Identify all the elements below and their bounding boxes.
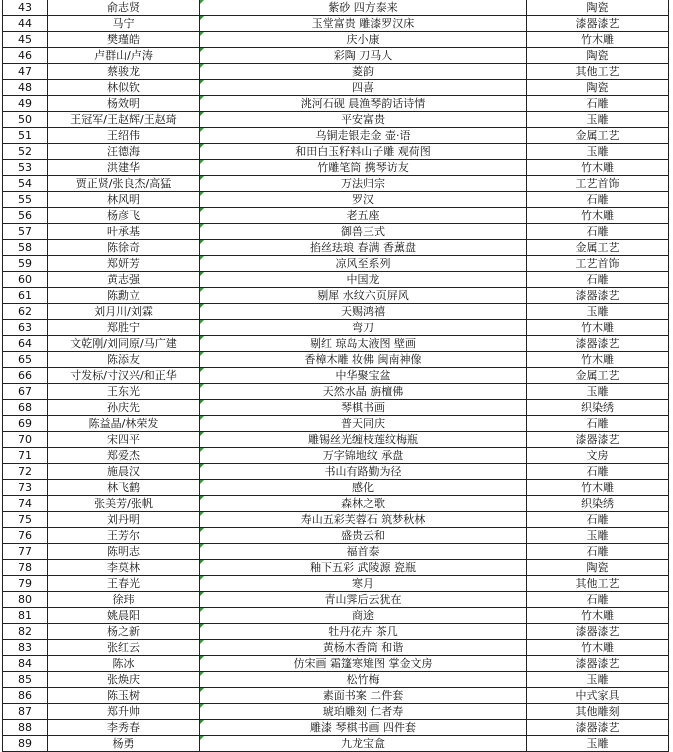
category-cell: 竹木雕 (527, 160, 669, 176)
artist-cell: 王春光 (48, 576, 200, 592)
category-cell: 陶瓷 (527, 80, 669, 96)
category-cell: 织染绣 (527, 496, 669, 512)
table-row (3, 672, 669, 688)
table-row (3, 528, 669, 544)
work-title-cell: 寿山五彩芙蓉石 筑梦秋林 (200, 512, 527, 528)
work-title-cell: 森林之歌 (200, 496, 527, 512)
category-cell: 竹木雕 (527, 352, 669, 368)
row-number-cell: 51 (3, 128, 48, 144)
artist-cell: 刘月川/刘霖 (48, 304, 200, 320)
table-row (3, 464, 669, 480)
category-cell: 漆器漆艺 (527, 336, 669, 352)
category-cell: 织染绣 (527, 400, 669, 416)
category-cell: 石雕 (527, 224, 669, 240)
table-row (3, 192, 669, 208)
table-row (3, 448, 669, 464)
row-number-cell: 84 (3, 656, 48, 672)
work-title-cell: 洮河石砚 晨渔琴韵话诗情 (200, 96, 527, 112)
table-row (3, 592, 669, 608)
row-number-cell: 63 (3, 320, 48, 336)
work-title-cell: 彩陶 刀马人 (200, 48, 527, 64)
category-cell: 竹木雕 (527, 208, 669, 224)
category-cell: 漆器漆艺 (527, 288, 669, 304)
category-cell: 金属工艺 (527, 128, 669, 144)
row-number-cell: 87 (3, 704, 48, 720)
category-cell: 竹木雕 (527, 480, 669, 496)
table-row (3, 112, 669, 128)
artist-cell: 叶承基 (48, 224, 200, 240)
table-row (3, 176, 669, 192)
category-cell: 竹木雕 (527, 320, 669, 336)
work-title-cell: 青山霁后云犹在 (200, 592, 527, 608)
table-row (3, 320, 669, 336)
work-title-cell: 黄杨木香筒 和谐 (200, 640, 527, 656)
artist-cell: 洪建华 (48, 160, 200, 176)
row-number-cell: 86 (3, 688, 48, 704)
category-cell: 石雕 (527, 96, 669, 112)
work-title-cell: 盛贵云和 (200, 528, 527, 544)
work-title-cell: 天赐鸿禧 (200, 304, 527, 320)
artist-cell: 王东光 (48, 384, 200, 400)
artist-cell: 施晨汉 (48, 464, 200, 480)
category-cell: 竹木雕 (527, 32, 669, 48)
work-title-cell: 剔犀 水纹六页屏风 (200, 288, 527, 304)
work-title-cell: 剔红 琼岛太液图 壁画 (200, 336, 527, 352)
work-title-cell: 琴棋书画 (200, 400, 527, 416)
work-title-cell: 万字锦地纹 承盘 (200, 448, 527, 464)
artist-cell: 姚晨阳 (48, 608, 200, 624)
artist-cell: 黄志强 (48, 272, 200, 288)
artist-cell: 陈添友 (48, 352, 200, 368)
row-number-cell: 53 (3, 160, 48, 176)
row-number-cell: 77 (3, 544, 48, 560)
artist-cell: 贾正贤/张良杰/高猛 (48, 176, 200, 192)
artist-cell: 俞志贤 (48, 0, 200, 16)
category-cell: 石雕 (527, 592, 669, 608)
row-number-cell: 54 (3, 176, 48, 192)
work-title-cell: 凉风至系列 (200, 256, 527, 272)
row-number-cell: 65 (3, 352, 48, 368)
artist-cell: 陈玉树 (48, 688, 200, 704)
work-title-cell: 中华聚宝盆 (200, 368, 527, 384)
row-number-cell: 48 (3, 80, 48, 96)
table-row (3, 160, 669, 176)
category-cell: 漆器漆艺 (527, 16, 669, 32)
table-row (3, 368, 669, 384)
table-row (3, 64, 669, 80)
category-cell: 石雕 (527, 272, 669, 288)
artist-cell: 马宁 (48, 16, 200, 32)
row-number-cell: 57 (3, 224, 48, 240)
table-row (3, 144, 669, 160)
table-row (3, 128, 669, 144)
table-row (3, 224, 669, 240)
artist-cell: 郑胜宁 (48, 320, 200, 336)
work-title-cell: 玉堂富贵 雕漆罗汉床 (200, 16, 527, 32)
row-number-cell: 66 (3, 368, 48, 384)
category-cell: 陶瓷 (527, 560, 669, 576)
category-cell: 石雕 (527, 512, 669, 528)
row-number-cell: 70 (3, 432, 48, 448)
table-row (3, 384, 669, 400)
artist-cell: 林似钦 (48, 80, 200, 96)
table-row (3, 560, 669, 576)
artist-cell: 李莫林 (48, 560, 200, 576)
category-cell: 石雕 (527, 416, 669, 432)
work-title-cell: 九龙宝盒 (200, 736, 527, 752)
row-number-cell: 80 (3, 592, 48, 608)
artist-cell: 林风明 (48, 192, 200, 208)
artist-cell: 张美芳/张帆 (48, 496, 200, 512)
row-number-cell: 47 (3, 64, 48, 80)
work-title-cell: 菱韵 (200, 64, 527, 80)
award-list-table (2, 0, 669, 752)
table-row (3, 336, 669, 352)
table-row (3, 48, 669, 64)
artist-cell: 林飞鹤 (48, 480, 200, 496)
work-title-cell: 普天同庆 (200, 416, 527, 432)
artist-cell: 卢群山/卢涛 (48, 48, 200, 64)
work-title-cell: 雕漆 琴棋书画 四件套 (200, 720, 527, 736)
row-number-cell: 49 (3, 96, 48, 112)
row-number-cell: 56 (3, 208, 48, 224)
artist-cell: 樊瑾皓 (48, 32, 200, 48)
artist-cell: 张红云 (48, 640, 200, 656)
work-title-cell: 万法归宗 (200, 176, 527, 192)
category-cell: 工艺首饰 (527, 176, 669, 192)
category-cell: 文房 (527, 448, 669, 464)
work-title-cell: 雕锡丝光缠枝莲纹梅瓶 (200, 432, 527, 448)
work-title-cell: 书山有路勤为径 (200, 464, 527, 480)
work-title-cell: 牡丹花卉 茶几 (200, 624, 527, 640)
work-title-cell: 感化 (200, 480, 527, 496)
category-cell: 石雕 (527, 192, 669, 208)
row-number-cell: 64 (3, 336, 48, 352)
work-title-cell: 和田白玉籽料山子雕 观荷图 (200, 144, 527, 160)
artist-cell: 文乾刚/刘同原/马广建 (48, 336, 200, 352)
row-number-cell: 69 (3, 416, 48, 432)
artist-cell: 李秀春 (48, 720, 200, 736)
artist-cell: 宋四平 (48, 432, 200, 448)
artist-cell: 王冠军/王赵辉/王赵琦 (48, 112, 200, 128)
row-number-cell: 50 (3, 112, 48, 128)
category-cell: 其他工艺 (527, 64, 669, 80)
row-number-cell: 75 (3, 512, 48, 528)
artist-cell: 刘丹明 (48, 512, 200, 528)
work-title-cell: 乌铜走银走金 壶·语 (200, 128, 527, 144)
row-number-cell: 82 (3, 624, 48, 640)
artist-cell: 蔡骏龙 (48, 64, 200, 80)
row-number-cell: 83 (3, 640, 48, 656)
row-number-cell: 67 (3, 384, 48, 400)
artist-cell: 陈徐奇 (48, 240, 200, 256)
table-body (3, 0, 669, 752)
table-row (3, 80, 669, 96)
row-number-cell: 78 (3, 560, 48, 576)
row-number-cell: 59 (3, 256, 48, 272)
row-number-cell: 46 (3, 48, 48, 64)
row-number-cell: 85 (3, 672, 48, 688)
table-row (3, 720, 669, 736)
category-cell: 漆器漆艺 (527, 624, 669, 640)
work-title-cell: 平安富贵 (200, 112, 527, 128)
artist-cell: 汪德海 (48, 144, 200, 160)
category-cell: 玉雕 (527, 144, 669, 160)
row-number-cell: 73 (3, 480, 48, 496)
category-cell: 玉雕 (527, 112, 669, 128)
category-cell: 陶瓷 (527, 0, 669, 16)
work-title-cell: 老五座 (200, 208, 527, 224)
category-cell: 石雕 (527, 464, 669, 480)
table-row (3, 608, 669, 624)
table-row (3, 16, 669, 32)
work-title-cell: 香樟木雕 妆佛 闽南神像 (200, 352, 527, 368)
table-row (3, 512, 669, 528)
table-row (3, 704, 669, 720)
table-row (3, 576, 669, 592)
table-row (3, 640, 669, 656)
category-cell: 其他雕刻 (527, 704, 669, 720)
artist-cell: 杨勇 (48, 736, 200, 752)
table-row (3, 272, 669, 288)
work-title-cell: 御兽三式 (200, 224, 527, 240)
artist-cell: 杨效明 (48, 96, 200, 112)
work-title-cell: 中国龙 (200, 272, 527, 288)
category-cell: 竹木雕 (527, 640, 669, 656)
table-row (3, 0, 669, 16)
table-row (3, 256, 669, 272)
artist-cell: 陈益晶/林荣发 (48, 416, 200, 432)
artist-cell: 王芳尔 (48, 528, 200, 544)
row-number-cell: 74 (3, 496, 48, 512)
category-cell: 金属工艺 (527, 240, 669, 256)
work-title-cell: 庆小康 (200, 32, 527, 48)
work-title-cell: 福首泰 (200, 544, 527, 560)
table-row (3, 416, 669, 432)
work-title-cell: 寒月 (200, 576, 527, 592)
row-number-cell: 89 (3, 736, 48, 752)
artist-cell: 陈冰 (48, 656, 200, 672)
row-number-cell: 68 (3, 400, 48, 416)
work-title-cell: 弯刀 (200, 320, 527, 336)
row-number-cell: 52 (3, 144, 48, 160)
work-title-cell: 四喜 (200, 80, 527, 96)
artist-cell: 徐玮 (48, 592, 200, 608)
artist-cell: 张焕庆 (48, 672, 200, 688)
row-number-cell: 79 (3, 576, 48, 592)
table-row (3, 656, 669, 672)
table-row (3, 352, 669, 368)
row-number-cell: 43 (3, 0, 48, 16)
work-title-cell: 釉下五彩 武陵源 瓷瓶 (200, 560, 527, 576)
work-title-cell: 素面书案 二件套 (200, 688, 527, 704)
category-cell: 漆器漆艺 (527, 656, 669, 672)
category-cell: 其他工艺 (527, 576, 669, 592)
artist-cell: 郑爱杰 (48, 448, 200, 464)
artist-cell: 郑升帅 (48, 704, 200, 720)
work-title-cell: 竹雕笔筒 携琴访友 (200, 160, 527, 176)
table-row (3, 432, 669, 448)
table-row (3, 496, 669, 512)
work-title-cell: 仿宋画 霜篷寒雉图 掌金文房 (200, 656, 527, 672)
category-cell: 中式家具 (527, 688, 669, 704)
table-row (3, 288, 669, 304)
row-number-cell: 60 (3, 272, 48, 288)
table-row (3, 688, 669, 704)
row-number-cell: 44 (3, 16, 48, 32)
work-title-cell: 松竹梅 (200, 672, 527, 688)
table-row (3, 96, 669, 112)
row-number-cell: 55 (3, 192, 48, 208)
row-number-cell: 62 (3, 304, 48, 320)
work-title-cell: 紫砂 四方泰来 (200, 0, 527, 16)
artist-cell: 杨彦飞 (48, 208, 200, 224)
table-row (3, 544, 669, 560)
artist-cell: 孙庆先 (48, 400, 200, 416)
artist-cell: 杨之新 (48, 624, 200, 640)
work-title-cell: 琥珀雕刻 仁者寿 (200, 704, 527, 720)
artist-cell: 郑妍芳 (48, 256, 200, 272)
work-title-cell: 掐丝珐琅 春满 香薰盘 (200, 240, 527, 256)
category-cell: 玉雕 (527, 528, 669, 544)
category-cell: 陶瓷 (527, 48, 669, 64)
category-cell: 玉雕 (527, 736, 669, 752)
category-cell: 石雕 (527, 544, 669, 560)
table-row (3, 400, 669, 416)
row-number-cell: 76 (3, 528, 48, 544)
table-row (3, 624, 669, 640)
work-title-cell: 罗汉 (200, 192, 527, 208)
row-number-cell: 72 (3, 464, 48, 480)
category-cell: 金属工艺 (527, 368, 669, 384)
artist-cell: 陈明志 (48, 544, 200, 560)
work-title-cell: 商途 (200, 608, 527, 624)
category-cell: 竹木雕 (527, 608, 669, 624)
table-row (3, 208, 669, 224)
category-cell: 漆器漆艺 (527, 432, 669, 448)
row-number-cell: 61 (3, 288, 48, 304)
category-cell: 玉雕 (527, 672, 669, 688)
category-cell: 工艺首饰 (527, 256, 669, 272)
table-row (3, 304, 669, 320)
artist-cell: 寸发标/寸汉兴/和正华 (48, 368, 200, 384)
category-cell: 玉雕 (527, 304, 669, 320)
artist-cell: 陈勳立 (48, 288, 200, 304)
work-title-cell: 天然水晶 旃檀佛 (200, 384, 527, 400)
row-number-cell: 71 (3, 448, 48, 464)
table-row (3, 480, 669, 496)
table-row (3, 240, 669, 256)
artist-cell: 王绍伟 (48, 128, 200, 144)
row-number-cell: 45 (3, 32, 48, 48)
category-cell: 玉雕 (527, 384, 669, 400)
category-cell: 漆器漆艺 (527, 720, 669, 736)
table-row (3, 32, 669, 48)
row-number-cell: 58 (3, 240, 48, 256)
table-row (3, 736, 669, 752)
row-number-cell: 81 (3, 608, 48, 624)
row-number-cell: 88 (3, 720, 48, 736)
